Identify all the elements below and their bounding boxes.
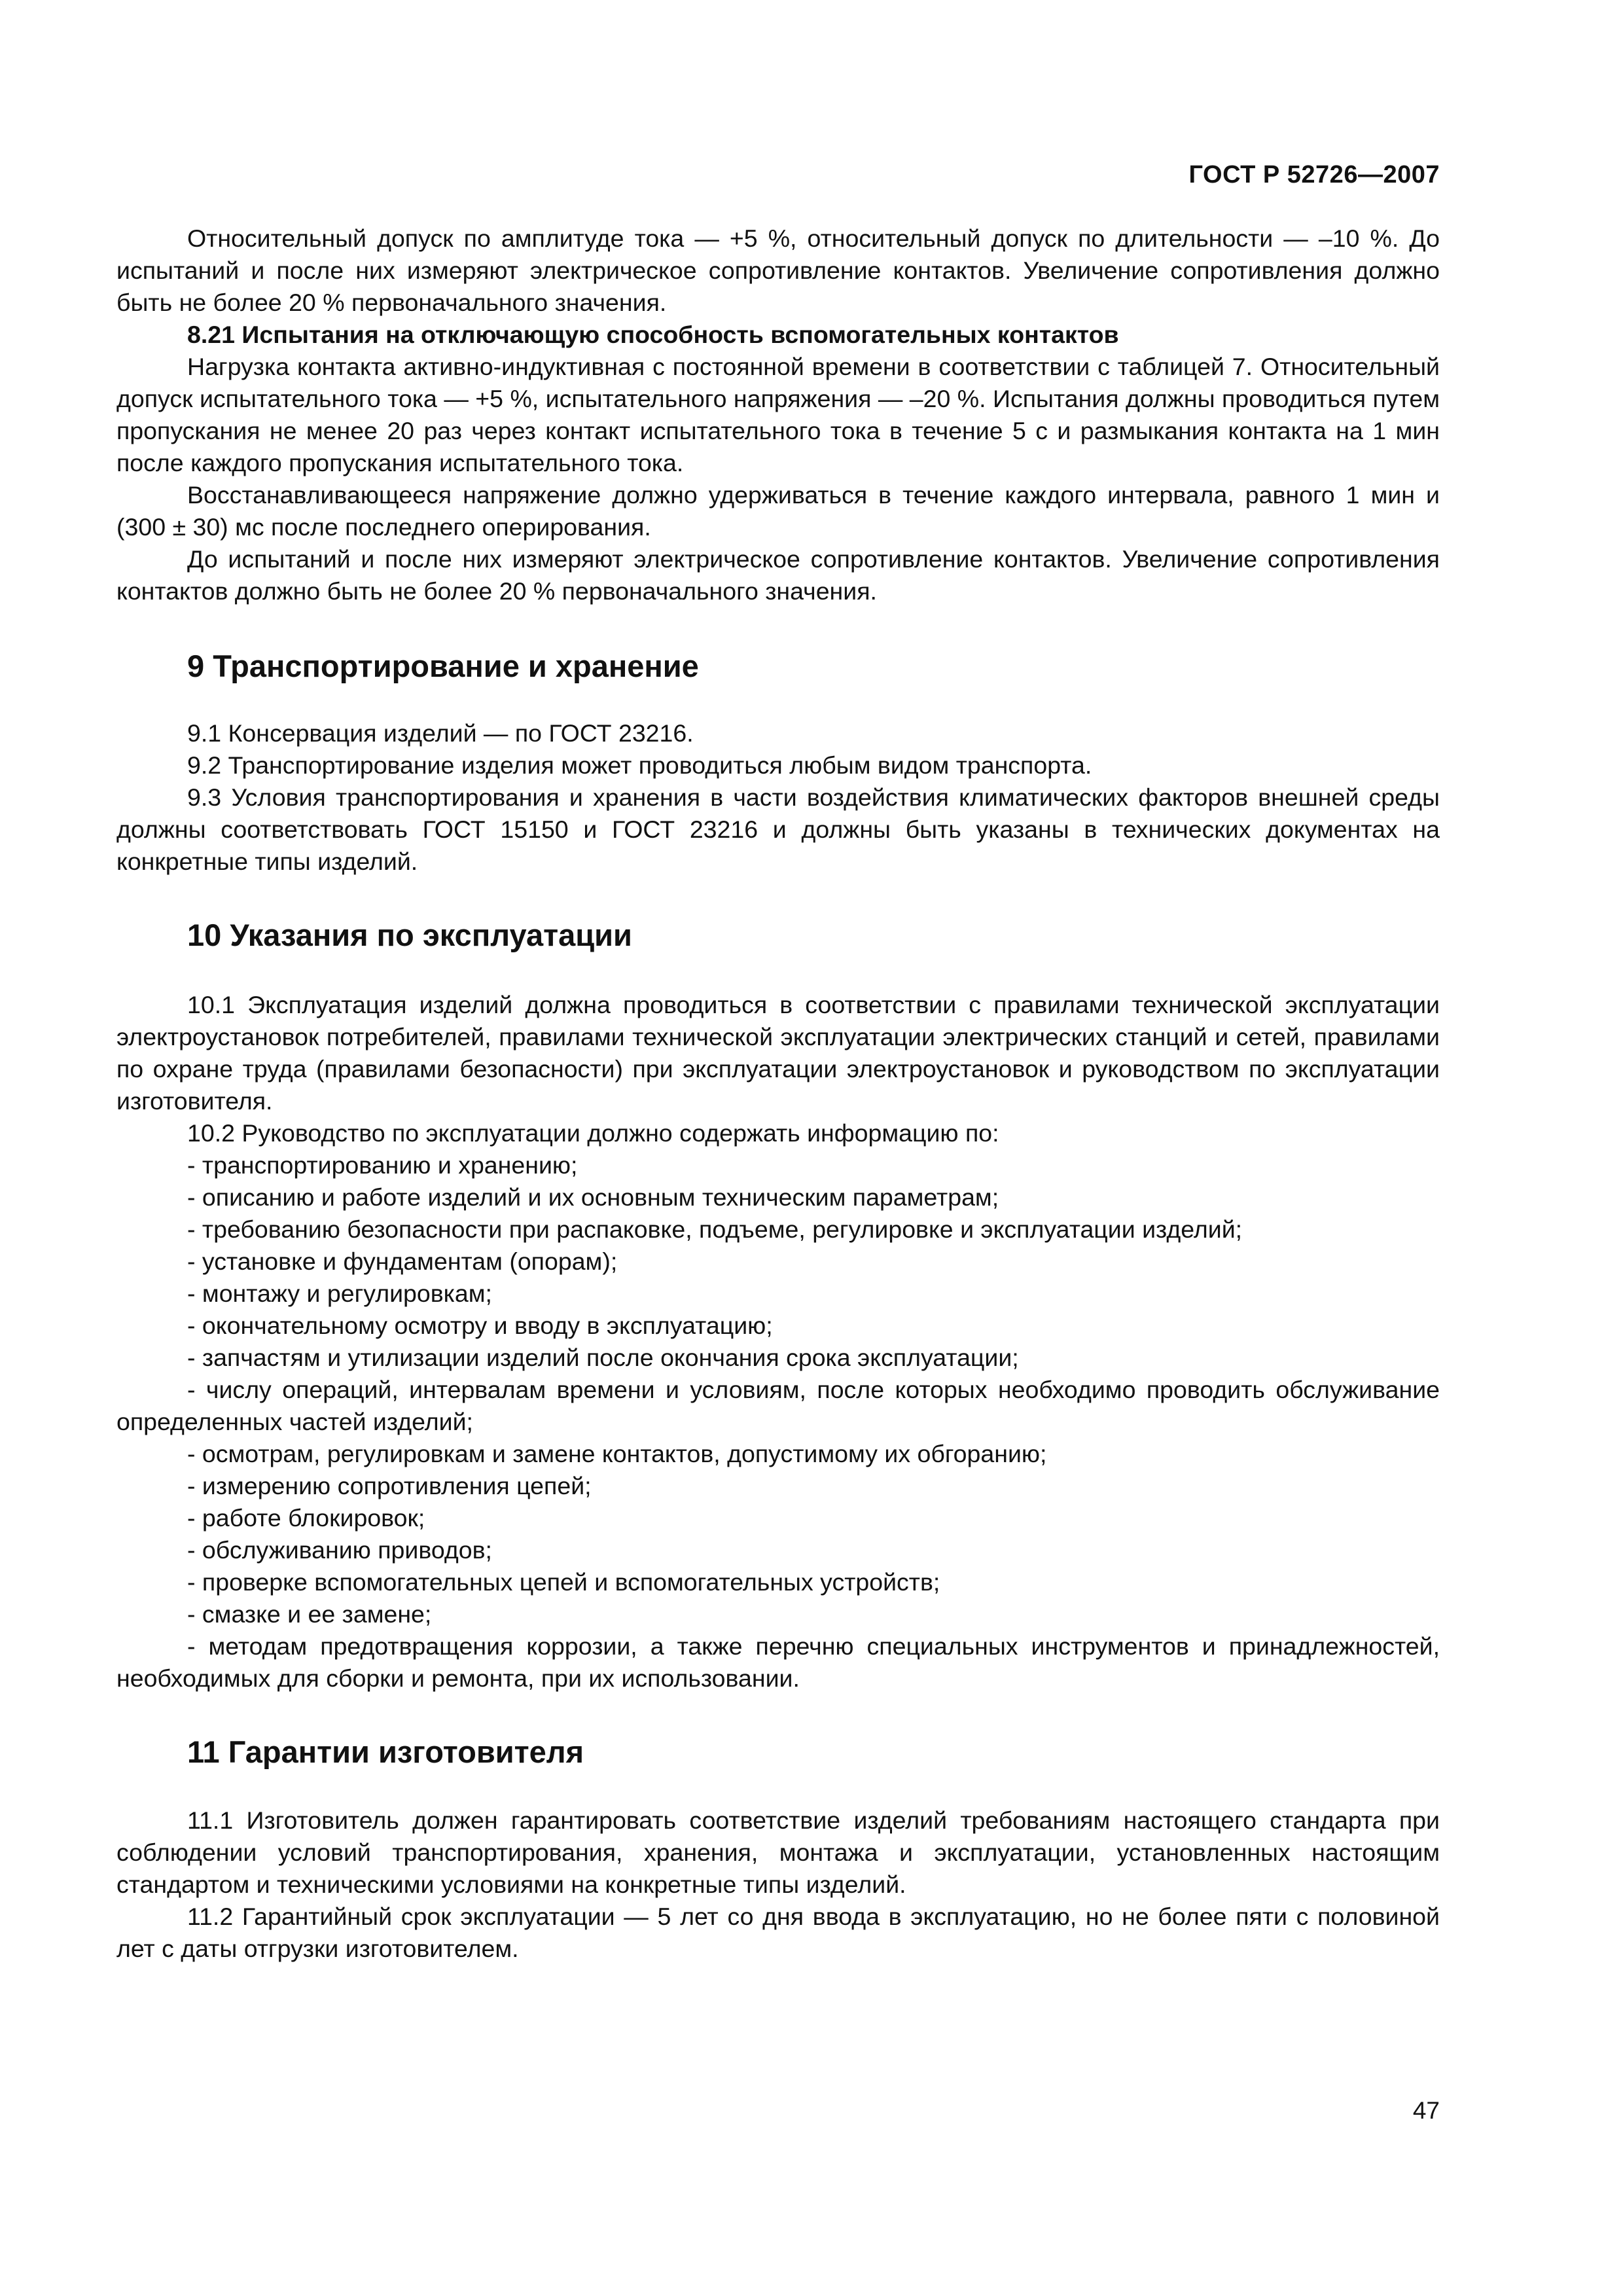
manual-contents-list [116, 1149, 1440, 1695]
clause-8-21-title: 8.21 Испытания на отключающую способность вспомогательных контактов [187, 321, 1119, 348]
list-item: - проверке вспомогательных цепей и вспомогательных устройств; [187, 1568, 940, 1596]
list-item: - описанию и работе изделий и их основным техническим параметрам; [187, 1183, 999, 1211]
document-code-header: ГОСТ Р 52726—2007 [1188, 161, 1440, 188]
list-item: - измерению сопротивления цепей; [187, 1472, 592, 1499]
list-item: - методам предотвращения коррозии, а также перечню специальных инструментов и принадлежностей, необходимых для сборки и ремонта, при их использовании. [116, 1632, 1440, 1692]
list-item: - осмотрам, регулировкам и замене контактов, допустимому их обгоранию; [187, 1440, 1047, 1467]
section-11-1: 11.1 Изготовитель должен гарантировать соответствие изделий требованиям настоящего стандарта при соблюдении условий транспортирования, хранения, монтажа и эксплуатации, установленных настоящим стандартом и техническими условиями на конкретные типы изделий. [116, 1806, 1440, 1898]
section-10-2: 10.2 Руководство по эксплуатации должно содержать информацию по: [187, 1119, 999, 1147]
page-number: 47 [1412, 2097, 1440, 2124]
list-item: - требованию безопасности при распаковке, подъеме, регулировке и эксплуатации изделий; [187, 1215, 1243, 1243]
list-item: - смазке и ее замене; [187, 1600, 432, 1628]
list-item: - окончательному осмотру и вводу в эксплуатацию; [187, 1312, 773, 1339]
section-11-2: 11.2 Гарантийный срок эксплуатации — 5 лет со дня ввода в эксплуатацию, но не более пяти с половиной лет с даты отгрузки изготовителем. [116, 1903, 1440, 1962]
section-9-3: 9.3 Условия транспортирования и хранения в части воздействия климатических факторов внешней среды должны соответствовать ГОСТ 15150 и ГОСТ 23216 и должны быть указаны в технических документах на конкретные типы изделий. [116, 783, 1440, 875]
clause-8-21-paragraph-1: Нагрузка контакта активно-индуктивная с постоянной времени в соответствии с таблицей 7. Относительный допуск испытательного тока — +5 %, испытательного напряжения — –20 %. Испытания должны проводиться путем пропускания не менее 20 раз через контакт испытательного тока в течение 5 с и размыкания контакта на 1 мин после каждого пропускания испытательного тока. [116, 353, 1440, 476]
list-item: - установке и фундаментам (опорам); [187, 1247, 618, 1275]
list-item: - транспортированию и хранению; [187, 1151, 578, 1179]
section-10-1: 10.1 Эксплуатация изделий должна проводиться в соответствии с правилами технической эксплуатации электроустановок потребителей, правилами технической эксплуатации электрических станций и сетей, правилами по охране труда (правилами безопасности) при эксплуатации электроустановок и руководством по эксплуатации изготовителя. [116, 991, 1440, 1115]
page-content [116, 223, 1440, 1965]
intro-paragraph: Относительный допуск по амплитуде тока — +5 %, относительный допуск по длительности — –10 %. До испытаний и после них измеряют электрическое сопротивление контактов. Увеличение сопротивления должно быть не более 20 % первоначального значения. [116, 224, 1440, 316]
list-item: - числу операций, интервалам времени и условиям, после которых необходимо проводить обслуживание определенных частей изделий; [116, 1376, 1440, 1435]
section-11-heading: 11 Гарантии изготовителя [187, 1734, 584, 1769]
section-9-1: 9.1 Консервация изделий — по ГОСТ 23216. [187, 719, 694, 747]
section-9-heading: 9 Транспортирование и хранение [187, 649, 699, 683]
list-item: - обслуживанию приводов; [187, 1536, 492, 1564]
section-9-2: 9.2 Транспортирование изделия может проводиться любым видом транспорта. [187, 751, 1092, 779]
list-item: - запчастям и утилизации изделий после окончания срока эксплуатации; [187, 1344, 1019, 1371]
list-item: - работе блокировок; [187, 1504, 425, 1532]
clause-8-21-paragraph-2: Восстанавливающееся напряжение должно удерживаться в течение каждого интервала, равного 1 мин и (300 ± 30) мс после последнего оперирования. [116, 481, 1440, 541]
list-item: - монтажу и регулировкам; [187, 1280, 492, 1307]
section-10-heading: 10 Указания по эксплуатации [187, 918, 632, 952]
clause-8-21-paragraph-3: До испытаний и после них измеряют электрическое сопротивление контактов. Увеличение сопротивления контактов должно быть не более 20 % первоначального значения. [116, 545, 1440, 605]
